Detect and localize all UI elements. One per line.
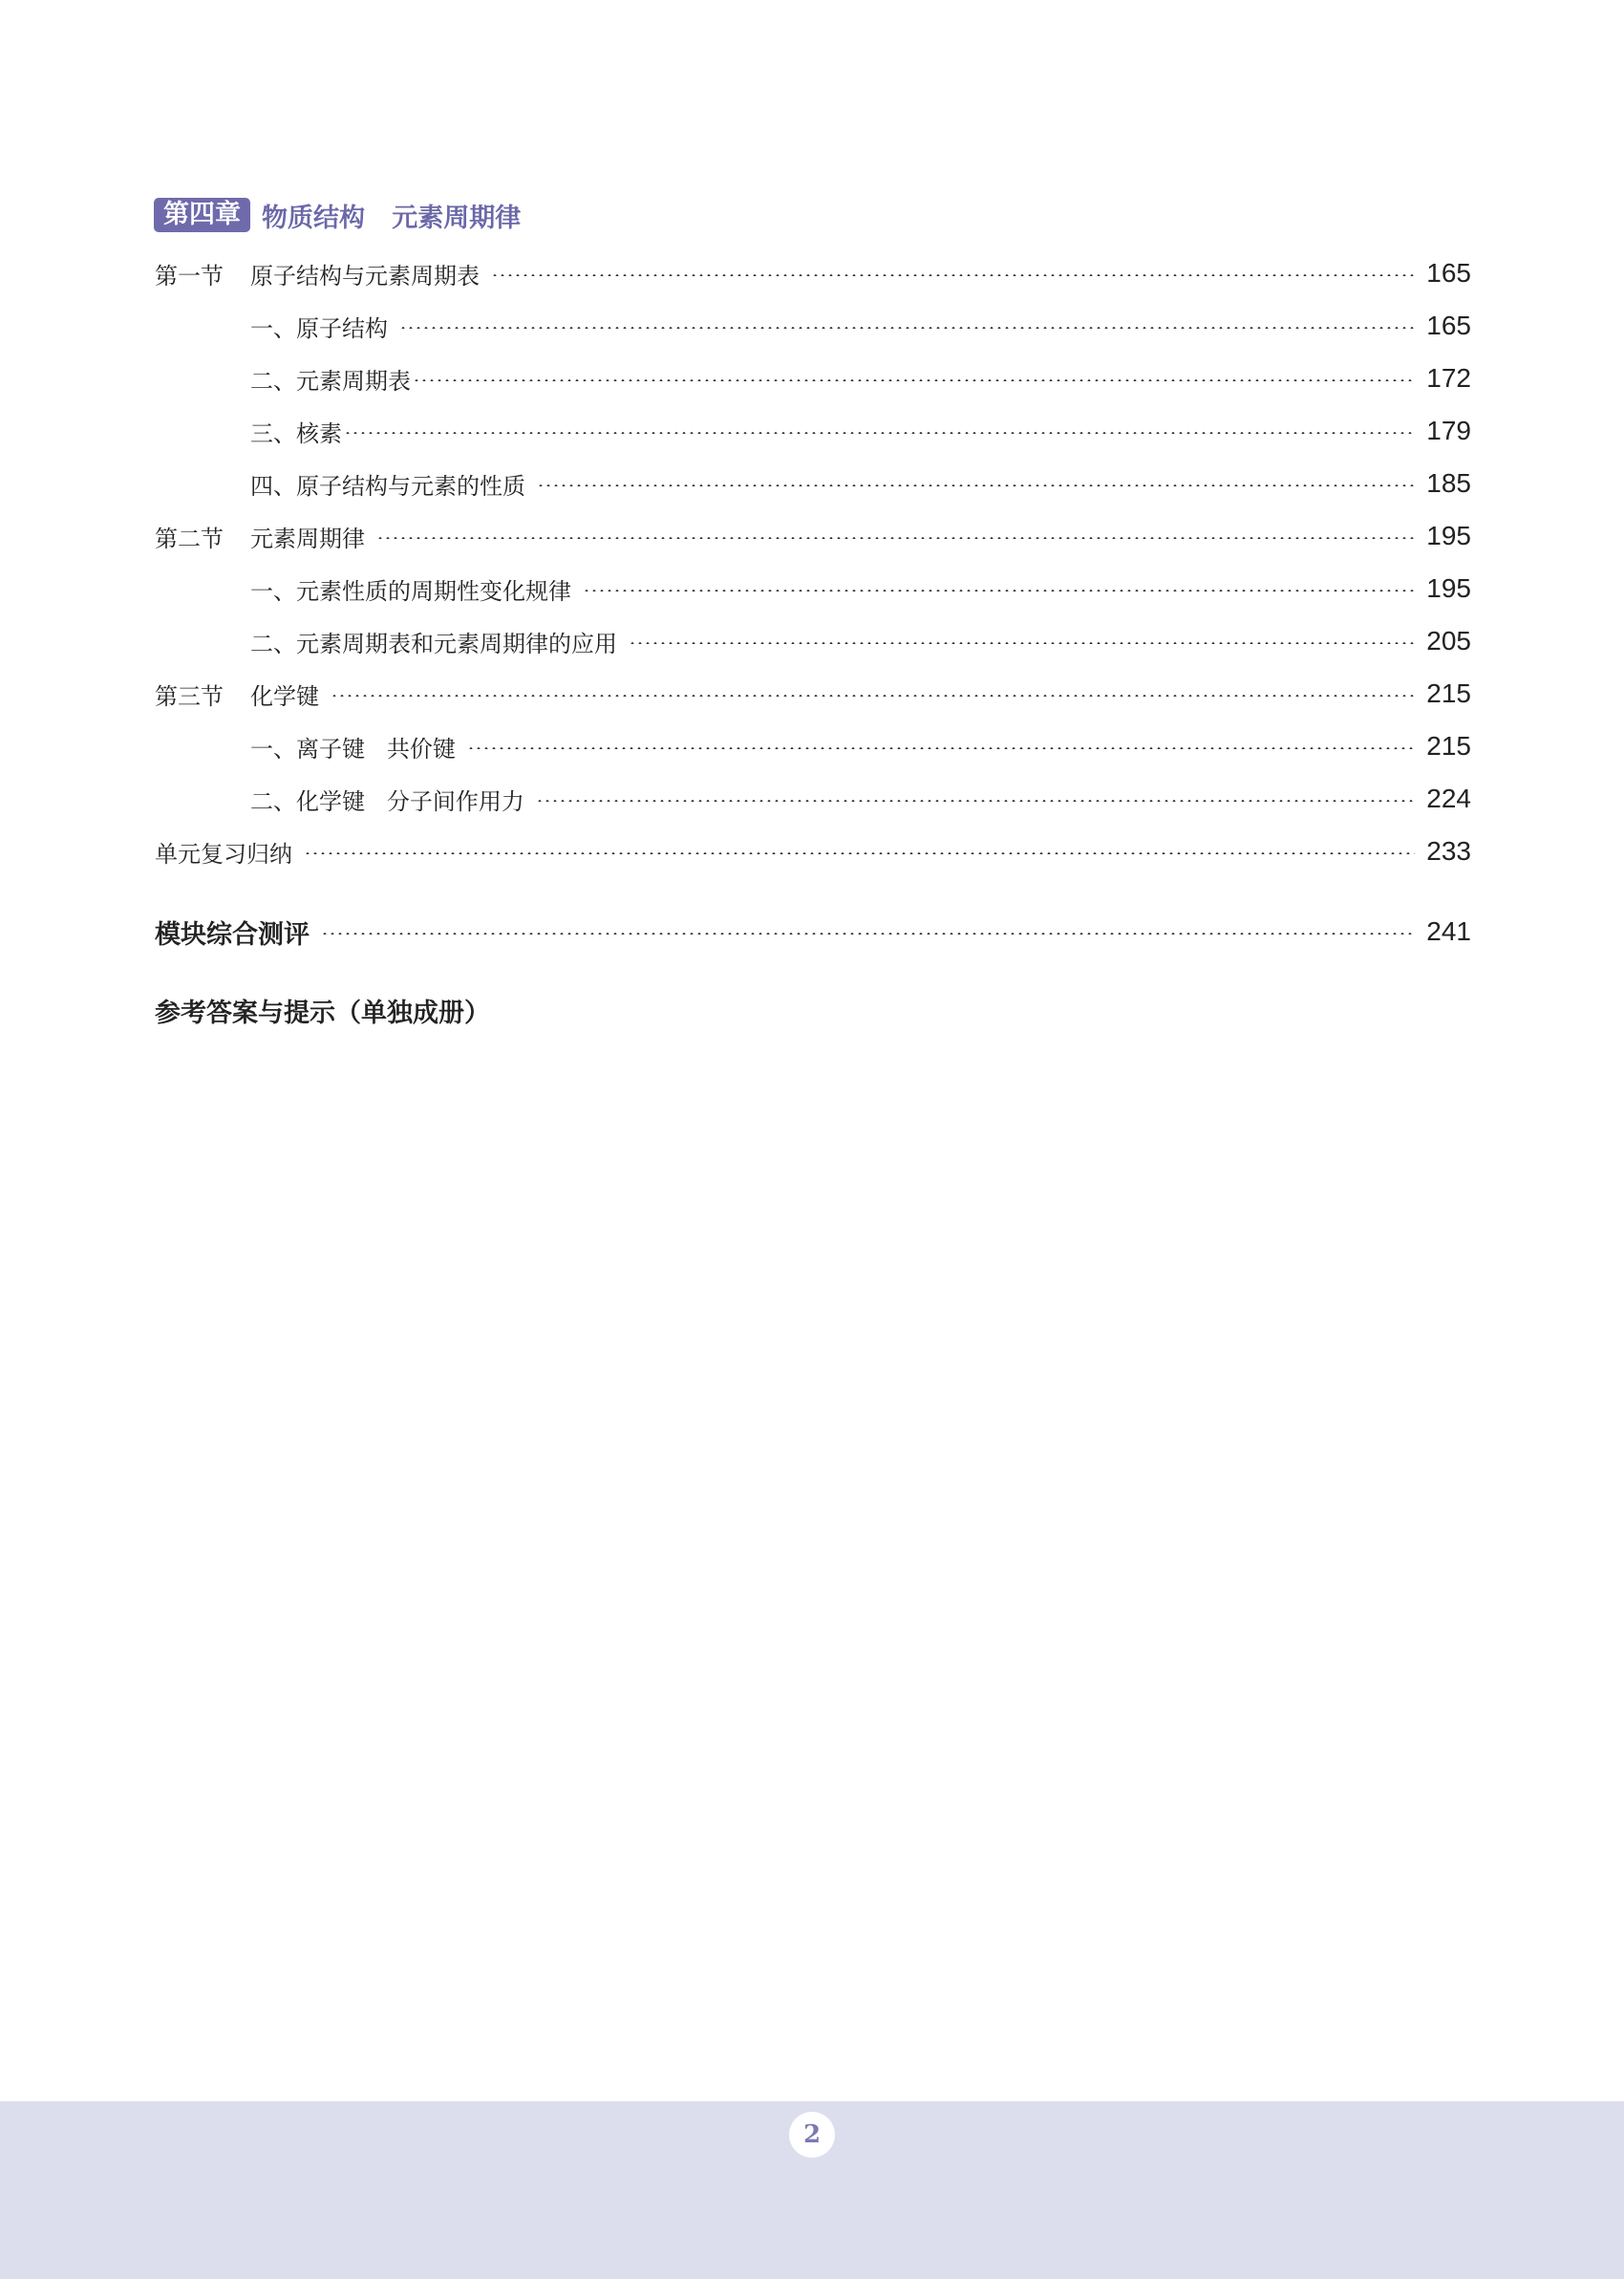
dot-leader	[491, 274, 1415, 276]
dot-leader	[376, 537, 1415, 539]
toc-item-2-2[interactable]	[250, 622, 1471, 660]
dot-leader	[304, 852, 1415, 854]
dot-leader	[629, 642, 1415, 644]
page-number: 172	[1426, 363, 1471, 393]
toc-module-test[interactable]	[155, 913, 1471, 951]
chapter-tag: 第四章	[154, 198, 250, 232]
item-title: 一、原子结构	[250, 314, 388, 342]
item-title: 模块综合测评	[155, 919, 310, 950]
page-number: 215	[1426, 678, 1471, 708]
page-number: 195	[1426, 521, 1471, 550]
toc-answers[interactable]	[155, 991, 1471, 1029]
dot-leader	[536, 800, 1415, 802]
page-number: 205	[1426, 626, 1471, 656]
item-title: 一、离子键 共价键	[250, 735, 456, 763]
page-number: 224	[1426, 784, 1471, 813]
dot-leader	[399, 327, 1415, 329]
section-title: 原子结构与元素周期表	[250, 262, 480, 290]
item-title: 单元复习归纳	[155, 840, 292, 868]
dot-leader	[467, 747, 1415, 749]
page-number: 165	[1426, 258, 1471, 288]
item-title: 参考答案与提示（单独成册）	[155, 998, 490, 1028]
item-title: 二、化学键 分子间作用力	[250, 787, 524, 815]
toc-item-1-2[interactable]	[250, 359, 1471, 398]
dot-leader	[331, 695, 1415, 697]
section-number: 第二节	[155, 525, 224, 552]
toc-section-2[interactable]	[155, 517, 1471, 555]
section-number: 第一节	[155, 262, 224, 290]
dot-leader	[413, 379, 1415, 381]
page-number-badge: 2	[789, 2112, 835, 2158]
page-number: 185	[1426, 468, 1471, 498]
toc-item-3-2[interactable]	[250, 780, 1471, 818]
dot-leader	[344, 432, 1415, 434]
item-title: 二、元素周期表和元素周期律的应用	[250, 630, 617, 657]
toc-item-1-4[interactable]	[250, 464, 1471, 503]
page-number: 215	[1426, 731, 1471, 761]
item-title: 四、原子结构与元素的性质	[250, 472, 525, 500]
item-title: 三、核素	[250, 419, 342, 447]
page-number: 233	[1426, 836, 1471, 866]
toc-unit-review[interactable]	[155, 832, 1471, 871]
toc-item-1-3[interactable]	[250, 412, 1471, 450]
toc-section-1[interactable]	[155, 254, 1471, 292]
toc-item-2-1[interactable]	[250, 570, 1471, 608]
page-number: 165	[1426, 311, 1471, 340]
dot-leader	[537, 484, 1415, 486]
dot-leader	[321, 933, 1415, 935]
section-number: 第三节	[155, 682, 224, 710]
item-title: 一、元素性质的周期性变化规律	[250, 577, 571, 605]
toc-item-1-1[interactable]	[250, 307, 1471, 345]
section-title: 元素周期律	[250, 525, 365, 552]
page-number: 241	[1426, 916, 1471, 946]
page-number: 195	[1426, 573, 1471, 603]
section-title: 化学键	[250, 682, 319, 710]
chapter-heading	[154, 197, 521, 233]
item-title: 二、元素周期表	[250, 367, 411, 395]
chapter-title: 物质结构 元素周期律	[262, 203, 522, 233]
toc-item-3-1[interactable]	[250, 727, 1471, 765]
page-number: 179	[1426, 416, 1471, 445]
dot-leader	[583, 590, 1415, 591]
toc-section-3[interactable]	[155, 675, 1471, 713]
